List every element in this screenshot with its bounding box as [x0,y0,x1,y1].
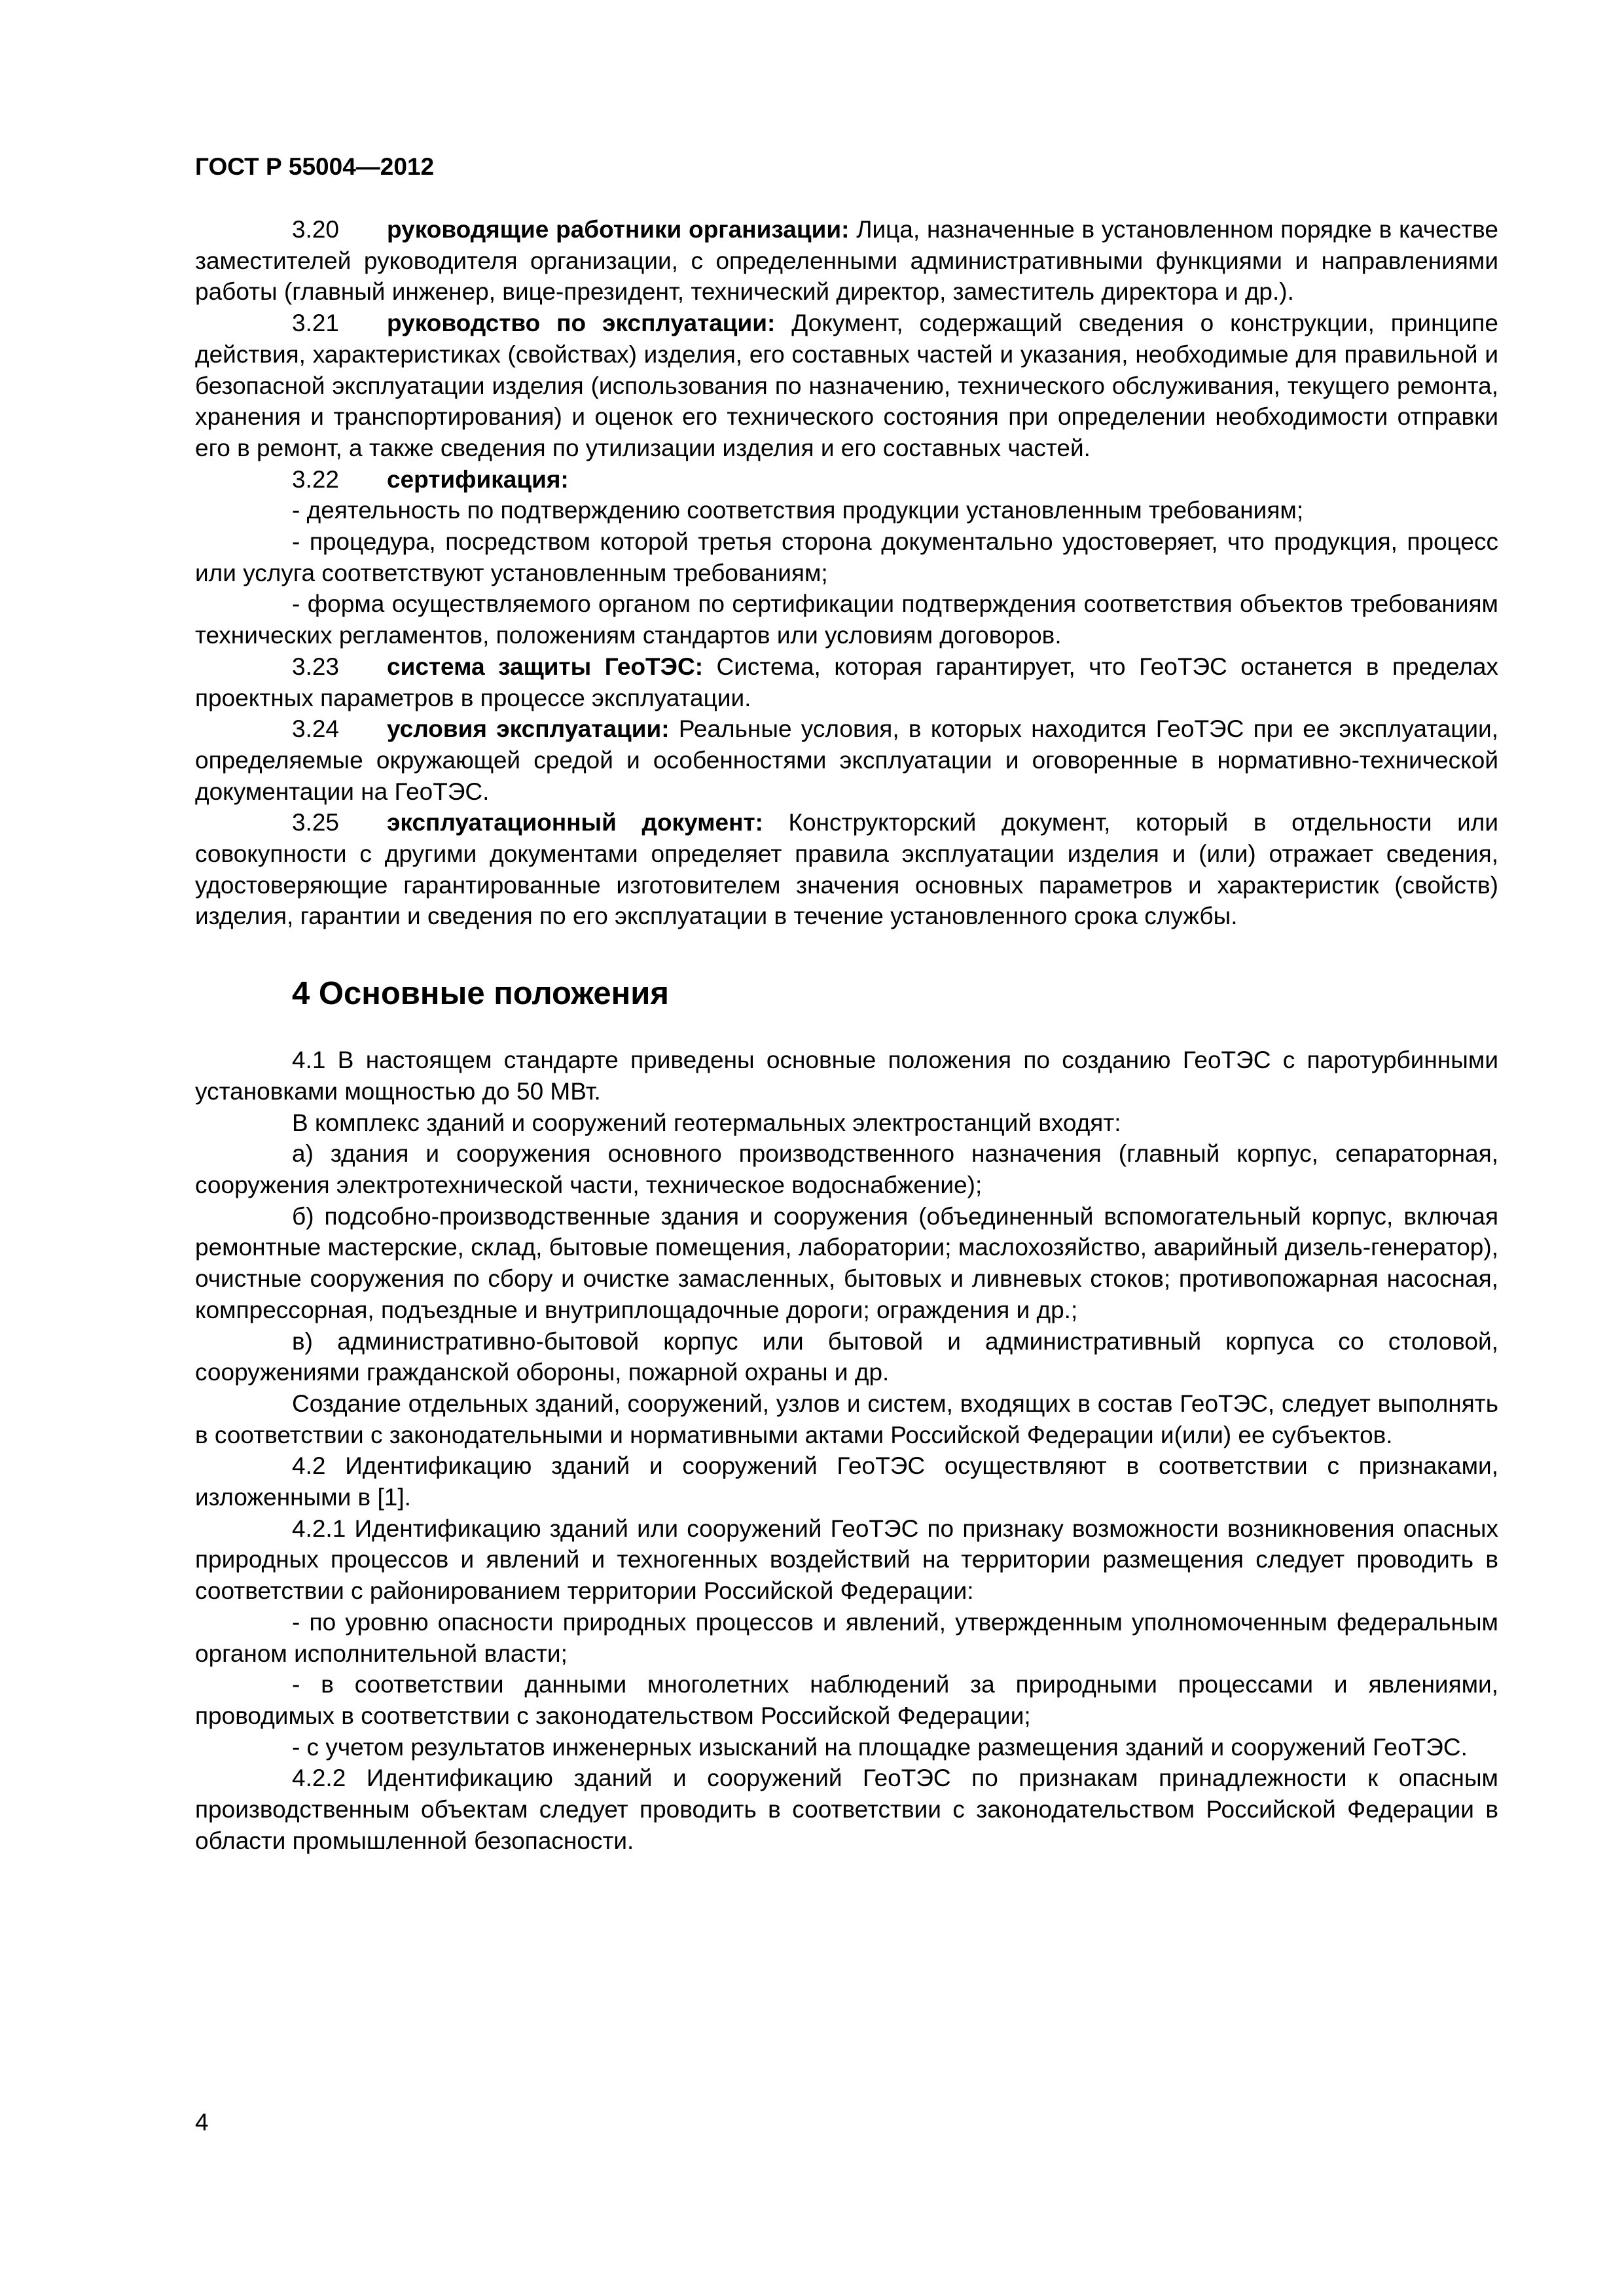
definition-term: руководство по эксплуатации: [387,310,776,337]
definition-number: 3.22 [292,465,340,493]
list-item: - в соответствии данными многолетних наблюдений за природными процессами и явлениями, проводимых в соответствии с законодательством Российской Федерации; [195,1671,1498,1729]
definition-number: 3.23 [292,653,340,680]
paragraph-4-2-2: 4.2.2 Идентификацию зданий и сооружений ГеоТЭС по признакам принадлежности к опасным производственным объектам следует проводить в соответствии с законодательством Российской Федерации в области промышленной безопасности. [195,1765,1498,1854]
definition-text: Реальные условия, в которых находится ГеоТЭС при ее эксплуатации, определяемые окружающей средой и особенностями эксплуатации и оговоренные в нормативно-технической документации на ГеоТЭС. [195,715,1499,805]
definition-3-23 [195,651,1498,713]
paragraph-4-2: 4.2 Идентификацию зданий и сооружений ГеоТЭС осуществляют в соответствии с признаками, изложенными в [1]. [195,1452,1498,1511]
definition-text: Лица, назначенные в установленном порядке в качестве заместителей руководителя организации, с определенными административными функциями и направлениями работы (главный инженер, вице-президент, технический директор, заместитель директора и др.). [195,216,1499,306]
definition-term: сертификация: [387,465,569,493]
list-item: - процедура, посредством которой третья сторона документально удостоверяет, что продукция, процесс или услуга соответствуют установленным требованиям; [195,528,1498,586]
list-item: в) административно-бытовой корпус или бытовой и административный корпуса со столовой, сооружениями гражданской обороны, пожарной охраны и др. [195,1327,1498,1386]
page-number: 4 [195,2109,209,2136]
list-item: - деятельность по подтверждению соответствия продукции установленным требованиям; [292,497,1304,524]
definition-number: 3.25 [292,809,340,836]
definition-number: 3.21 [292,310,340,337]
list-item: - форма осуществляемого органом по сертификации подтверждения соответствия объектов требованиям технических регламентов, положениям стандартов или условиям договоров. [195,590,1498,649]
definition-text: Система, которая гарантирует, что ГеоТЭС останется в пределах проектных параметров в процессе эксплуатации. [195,653,1499,711]
paragraph: Создание отдельных зданий, сооружений, узлов и систем, входящих в состав ГеоТЭС, следует выполнять в соответствии с законодательными и нормативными актами Российской Федерации и(или) ее субъектов. [195,1390,1498,1448]
list-item: - по уровню опасности природных процессов и явлений, утвержденным уполномоченным федеральным органом исполнительной власти; [195,1608,1498,1667]
definition-term: система защиты ГеоТЭС: [387,653,704,680]
list-item: б) подсобно-производственные здания и сооружения (объединенный вспомогательный корпус, включая ремонтные мастерские, склад, бытовые помещения, лаборатории; маслохозяйство, аварийный дизель-генератор), очистные сооружения по сбору и очистке замасленных, бытовых и ливневых стоков; противопожарная насосная, компрессорная, подъездные и внутриплощадочные дороги; ограждения и др.; [195,1202,1498,1323]
list-item: - с учетом результатов инженерных изысканий на площадке размещения зданий и сооружений ГеоТЭС. [292,1733,1468,1761]
list-item: а) здания и сооружения основного производственного назначения (главный корпус, сепараторная, сооружения электротехнической части, техническое водоснабжение); [195,1140,1498,1198]
definition-text: Документ, содержащий сведения о конструкции, принципе действия, характеристиках (свойствах) изделия, его составных частей и указания, необходимые для правильной и безопасной эксплуатации изделия (использования по назначению, технического обслуживания, текущего ремонта, хранения и транспортирования) и оценок его технического состояния при определении необходимости отправки его в ремонт, а также сведения по утилизации изделия и его составных частей. [195,310,1498,461]
section-title: 4 Основные положения [292,976,669,1012]
paragraph-4-1: 4.1 В настоящем стандарте приведены основные положения по созданию ГеоТЭС с паротурбинными установками мощностью до 50 МВт. [195,1047,1498,1105]
definition-3-22 [195,464,1498,495]
definition-term: эксплуатационный документ: [387,809,763,836]
document-body [195,214,1498,1856]
definition-3-24 [195,713,1498,807]
paragraph-4-2-1: 4.2.1 Идентификацию зданий или сооружений ГеоТЭС по признаку возможности возникновения опасных природных процессов и явлений и техногенных воздействий на территории размещения следует проводить в соответствии с районированием территории Российской Федерации: [195,1515,1498,1605]
definition-text: Конструкторский документ, который в отдельности или совокупности с другими документами определяет правила эксплуатации изделия и (или) отражает сведения, удостоверяющие гарантированные изготовителем значения основных параметров и характеристик (свойств) изделия, гарантии и сведения по его эксплуатации в течение установленного срока службы. [195,809,1498,930]
definition-number: 3.20 [292,216,340,243]
definition-number: 3.24 [292,715,340,743]
definition-3-21 [195,308,1498,464]
definition-3-25 [195,807,1498,932]
page-header: ГОСТ Р 55004—2012 [195,153,435,180]
paragraph: В комплекс зданий и сооружений геотермальных электростанций входят: [292,1109,1121,1136]
definition-term: условия эксплуатации: [387,715,670,743]
definition-3-20 [195,214,1498,308]
definition-term: руководящие работники организации: [387,216,850,243]
